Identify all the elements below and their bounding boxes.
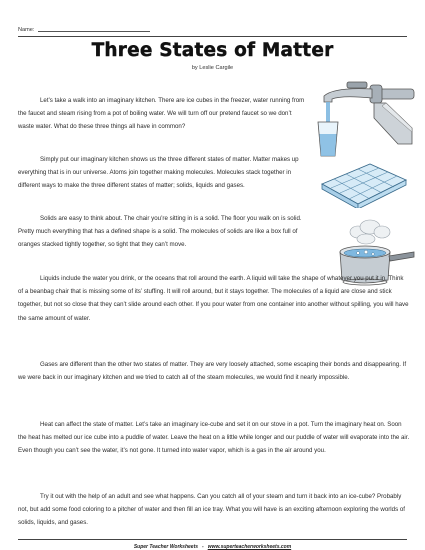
paragraph-4: Liquids include the water you drink, or the oceans that roll around the earth. A liquid will take the shape of whatever you put it in. Think of a beanbag chair that is missing some of its’ stuffing. It will roll around, but it stays together. The molecules of a liquid are close and stick together, but not so close that they can’t slide around each other. If you pour water from one container into another without spilling, you will have the same amount of water. [18,275,409,322]
footer [0,544,425,550]
paragraph-1: Let’s take a walk into an imaginary kitchen. There are ice cubes in the freezer, water running from the faucet and steam rising from a pot of boiling water. We will turn off our pretend faucet so we don’t waste water. What do these three things all have in common? [18,97,305,131]
faucet-with-glass-icon [312,80,417,160]
paragraph-6: Heat can affect the state of matter. Let’s take an imaginary ice-cube and set it on our stove in a pot. Turn the imaginary heat on. Soon the heat has melted our ice cube into a puddle of water. Leave the heat on a little while longer and our puddle of water will evaporate into the air. Even though you can’t see the water, it’s not gone. It turned into water vapor, which is a gas in the air around you. [18,421,410,455]
footer-url-link[interactable]: www.superteacherworksheets.com [207,544,292,550]
footer-brand: Super Teacher Worksheets [133,544,199,550]
footer-separator: - [202,544,204,550]
paragraph-7: Try it out with the help of an adult and see what happens. Can you catch all of your steam and turn it back into an ice-cube? Probably not, but add some food coloring to a pitcher of water and then fill an ice tray. What you will have is an exciting afternoon exploring the worlds of solids, liquids, and gases. [18,493,405,527]
page-title: Three States of Matter [91,40,334,61]
name-label: Name: [18,27,35,33]
name-field-row [18,27,150,33]
paragraph-3: Solids are easy to think about. The chair you’re sitting in is a solid. The floor you walk on is solid. Pretty much everything that has a defined shape is a solid. The molecules of solids are like a box full of oranges stacked tightly together, so tight that they can’t move. [18,215,302,249]
ice-cube-tray-icon [318,162,408,208]
bottom-divider [18,539,407,540]
paragraph-2: Simply put our imaginary kitchen shows us the three different states of matter. Matter makes up everything that is in our universe. Atoms join together making molecules. Molecules stack together in different ways to make the three different states of matter; solids, liquids and gases. [18,156,299,190]
top-divider [18,36,407,37]
name-blank-line[interactable] [38,31,150,32]
paragraph-5: Gases are different than the other two states of matter. They are very loosely attached, some escaping their bonds and disappearing. If we were back in our imaginary kitchen and we tried to catch all of the steam molecules, we would find it nearly impossible. [18,361,407,382]
author-byline: by Leslie Cargile [191,65,234,71]
